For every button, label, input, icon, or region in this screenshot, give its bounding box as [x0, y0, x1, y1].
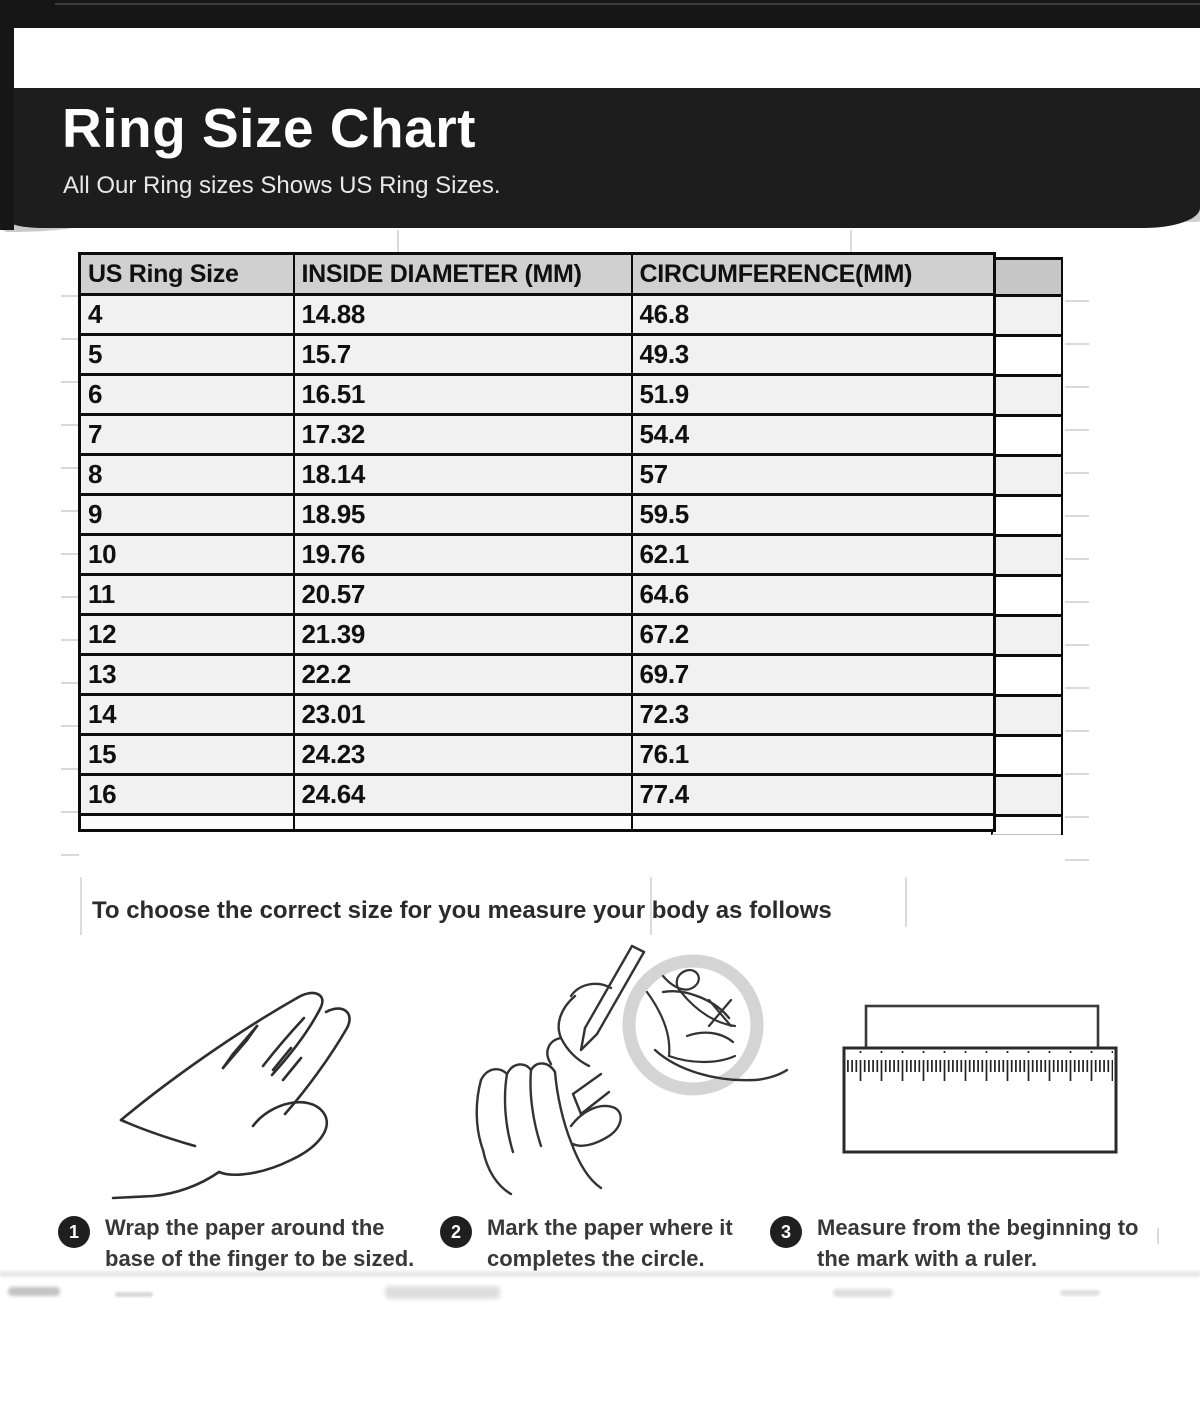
table-cell: 21.39: [294, 615, 632, 655]
table-row: [80, 775, 995, 815]
smudge: [385, 1286, 500, 1299]
table-cell: 62.1: [632, 535, 995, 575]
spreadsheet-extra-column: [991, 257, 1063, 835]
left-black-strip: [0, 0, 14, 230]
step-1-number-badge: 1: [58, 1216, 90, 1248]
table-cell: 22.2: [294, 655, 632, 695]
table-cell: 23.01: [294, 695, 632, 735]
step-2: [440, 1212, 770, 1274]
smudge: [8, 1287, 60, 1296]
ring-size-table: [78, 252, 996, 832]
table-row: [80, 375, 995, 415]
table-cell: 64.6: [632, 575, 995, 615]
table-row: [80, 615, 995, 655]
spreadsheet-cell: [991, 777, 1061, 817]
hand-with-paper-strip-illustration: [105, 948, 410, 1203]
table-row: [80, 495, 995, 535]
spreadsheet-cell: [991, 457, 1061, 497]
empty-table-row: [80, 815, 995, 831]
gridline: [850, 230, 852, 252]
table-cell: 6: [80, 375, 294, 415]
spreadsheet-cell: [991, 257, 1061, 297]
table-header: [80, 254, 995, 295]
magnifier-circle-icon: [629, 961, 757, 1089]
spreadsheet-cell: [991, 497, 1061, 537]
table-cell: 5: [80, 335, 294, 375]
table-cell: 13: [80, 655, 294, 695]
table-cell: 11: [80, 575, 294, 615]
spreadsheet-cell: [991, 577, 1061, 617]
title-banner: [0, 88, 1200, 228]
table-cell: 14.88: [294, 295, 632, 335]
table-cell: 69.7: [632, 655, 995, 695]
table-cell: [632, 815, 995, 831]
smudge: [1060, 1290, 1100, 1296]
spreadsheet-cell: [991, 817, 1061, 835]
table-cell: 16.51: [294, 375, 632, 415]
table-header-row: [80, 254, 995, 295]
magnified-finger-detail: [647, 970, 735, 1062]
table-row: [80, 575, 995, 615]
table-cell: 12: [80, 615, 294, 655]
table-cell: 49.3: [632, 335, 995, 375]
spreadsheet-cell: [991, 377, 1061, 417]
table-cell: 15.7: [294, 335, 632, 375]
table-cell: 54.4: [632, 415, 995, 455]
table-cell: 67.2: [632, 615, 995, 655]
table-cell: 9: [80, 495, 294, 535]
table-row: [80, 295, 995, 335]
table-cell: 16: [80, 775, 294, 815]
step-3: [770, 1212, 1170, 1274]
spreadsheet-cell: [991, 337, 1061, 377]
table-row: [80, 415, 995, 455]
table-cell: 19.76: [294, 535, 632, 575]
table-cell: 77.4: [632, 775, 995, 815]
table-cell: 24.23: [294, 735, 632, 775]
step-1-text: Wrap the paper around the base of the finger to be sized.: [105, 1215, 415, 1271]
table-cell: 14: [80, 695, 294, 735]
ruler-ticks: [847, 1051, 1113, 1081]
smudge: [833, 1289, 893, 1297]
row-tick-marks-right: [1065, 300, 1089, 880]
table-cell: 18.95: [294, 495, 632, 535]
table-cell: 51.9: [632, 375, 995, 415]
row-tick-marks-left: [61, 295, 79, 857]
table-row: [80, 655, 995, 695]
step-1: [58, 1212, 430, 1274]
step-3-text: Measure from the beginning to the mark with a ruler.: [817, 1215, 1139, 1271]
spreadsheet-cell: [991, 297, 1061, 337]
table-cell: 24.64: [294, 775, 632, 815]
spreadsheet-cell: [991, 417, 1061, 457]
spreadsheet-cell: [991, 657, 1061, 697]
table-row: [80, 695, 995, 735]
step-2-text: Mark the paper where it completes the circle.: [487, 1215, 733, 1271]
table-cell: 20.57: [294, 575, 632, 615]
table-cell: 4: [80, 295, 294, 335]
gridline: [80, 877, 82, 935]
table-cell: [294, 815, 632, 831]
hand-outline: [121, 998, 297, 1120]
page-subtitle: All Our Ring sizes Shows US Ring Sizes.: [63, 172, 501, 199]
gridline: [397, 230, 399, 252]
ruler-measuring-paper-strip-illustration: [838, 1000, 1133, 1160]
table-cell: 72.3: [632, 695, 995, 735]
smudge: [115, 1292, 153, 1297]
table-cell: 76.1: [632, 735, 995, 775]
table-cell: [80, 815, 294, 831]
table-cell: 7: [80, 415, 294, 455]
table-cell: 59.5: [632, 495, 995, 535]
spreadsheet-cell: [991, 617, 1061, 657]
table-cell: 15: [80, 735, 294, 775]
column-header-us-ring-size: US Ring Size: [80, 254, 294, 295]
top-hairline: [55, 3, 1200, 5]
measure-intro-text: To choose the correct size for you measure your body as follows: [92, 897, 832, 924]
column-header-inside-diameter: INSIDE DIAMETER (MM): [294, 254, 632, 295]
spreadsheet-cell: [991, 537, 1061, 577]
table-row: [80, 455, 995, 495]
spreadsheet-cell: [991, 737, 1061, 777]
page-title: Ring Size Chart: [62, 97, 476, 159]
table-cell: 10: [80, 535, 294, 575]
hand-marking-paper-with-pen-illustration: [425, 930, 795, 1200]
table-row: [80, 535, 995, 575]
table-row: [80, 735, 995, 775]
step-2-number-badge: 2: [440, 1216, 472, 1248]
table-cell: 57: [632, 455, 995, 495]
table-cell: 18.14: [294, 455, 632, 495]
step-3-number-badge: 3: [770, 1216, 802, 1248]
table-cell: 46.8: [632, 295, 995, 335]
spreadsheet-cell: [991, 697, 1061, 737]
ring-size-table-body: [80, 295, 995, 831]
column-header-circumference: CIRCUMFERENCE(MM): [632, 254, 995, 295]
table-cell: 17.32: [294, 415, 632, 455]
table-row: [80, 335, 995, 375]
table-cell: 8: [80, 455, 294, 495]
